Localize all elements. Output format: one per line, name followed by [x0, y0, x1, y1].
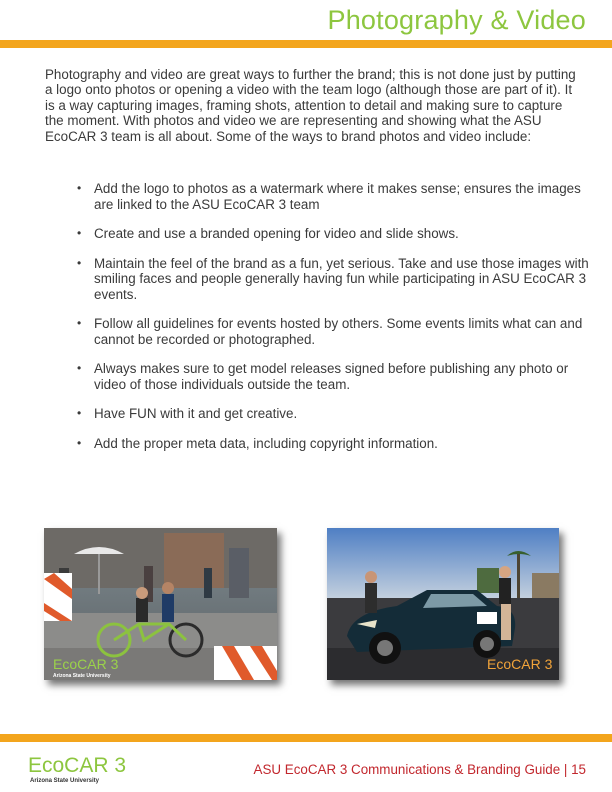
- logo-wordmark: EcoCAR 3: [28, 754, 127, 777]
- page-title: Photography & Video: [327, 5, 586, 35]
- logo-subtext: Arizona State University: [30, 778, 100, 784]
- footer-rule: [0, 734, 612, 742]
- list-item: • Have FUN with it and get creative.: [94, 406, 594, 422]
- photo1-watermark-subtext: Arizona State University: [53, 673, 111, 679]
- list-item: • Maintain the feel of the brand as a fun, yet serious. Take and use those images with smiling faces and people generally having fun while participating in ASU EcoCAR 3 events.: [94, 256, 594, 303]
- list-item: • Add the proper meta data, including copyright information.: [94, 436, 594, 452]
- tandem-bike-photo: [44, 528, 277, 680]
- header-rule: [0, 40, 612, 48]
- list-item: • Create and use a branded opening for video and slide shows.: [94, 226, 594, 242]
- photo1-watermark: EcoCAR 3: [53, 656, 119, 672]
- footer-text: ASU EcoCAR 3 Communications & Branding Guide | 15: [253, 762, 586, 777]
- tips-list: [94, 181, 594, 465]
- intro-paragraph: Photography and video are great ways to further the brand; this is not done just by putting a logo onto photos or opening a video with the team logo (although those are part of it). It is a way capturing images, framing shots, attention to detail and making sure to capture the moment. With photos and video we are representing and showing what the ASU EcoCAR 3 team is all about. Some of the ways to brand photos and video include:: [45, 67, 576, 144]
- list-item: • Follow all guidelines for events hosted by others. Some events limits what can and cannot be recorded or photographed.: [94, 316, 594, 347]
- photo2-watermark: EcoCAR 3: [487, 656, 553, 672]
- list-item: • Add the logo to photos as a watermark where it makes sense; ensures the images are linked to the ASU EcoCAR 3 team: [94, 181, 594, 212]
- ecocar-logo: [28, 750, 128, 786]
- list-item: • Always makes sure to get model releases signed before publishing any photo or video of those individuals outside the team.: [94, 361, 594, 392]
- car-photo: [327, 528, 559, 680]
